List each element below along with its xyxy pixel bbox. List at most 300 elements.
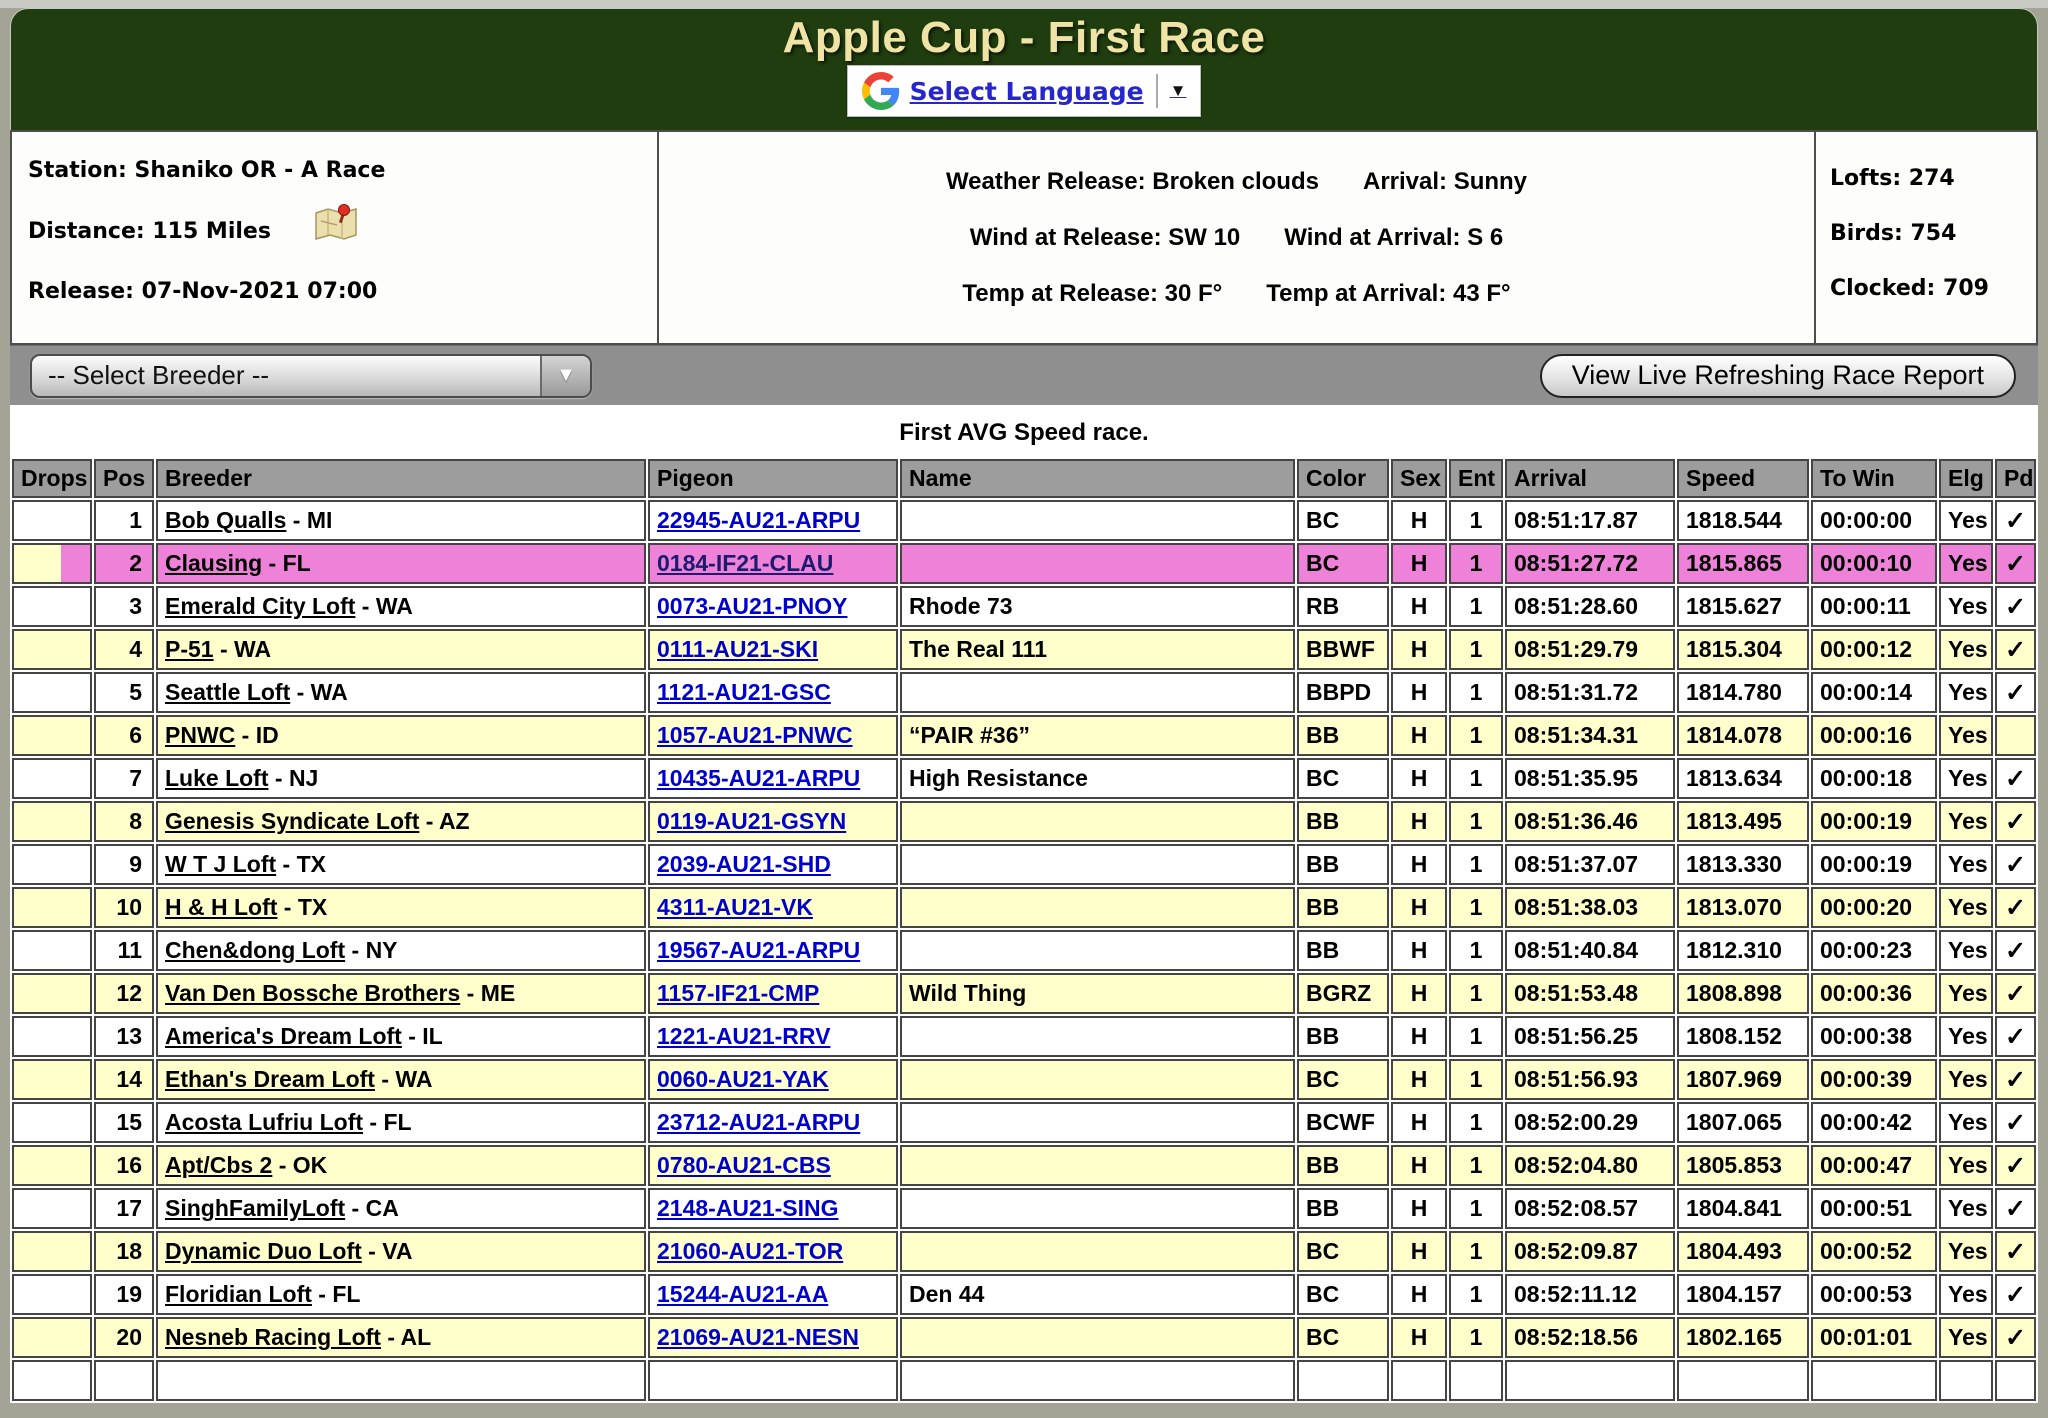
race-header [10, 8, 2038, 130]
cell-speed: 1805.853 [1677, 1145, 1809, 1186]
cell-ent: 1 [1449, 672, 1503, 713]
cell-name [900, 844, 1295, 885]
cell-pigeon [648, 500, 898, 541]
breeder-state: - WA [213, 636, 272, 662]
pigeon-link[interactable]: 0184-IF21-CLAU [657, 550, 834, 576]
cell-arrival: 08:51:36.46 [1505, 801, 1675, 842]
paid-checkmark: ✓ [1995, 586, 2036, 627]
col-header-breeder: Breeder [156, 459, 646, 498]
cell-elg: Yes [1939, 801, 1993, 842]
cell-elg: Yes [1939, 1188, 1993, 1229]
cell-towin: 00:00:47 [1811, 1145, 1937, 1186]
cell-pd [1995, 715, 2036, 756]
cell-ent: 1 [1449, 629, 1503, 670]
cell-arrival: 08:51:56.93 [1505, 1059, 1675, 1100]
temp-arrival: Temp at Arrival: 43 F° [1266, 279, 1511, 307]
cell-sex: H [1391, 801, 1447, 842]
breeder-state: - WA [290, 679, 348, 705]
breeder-link[interactable]: Genesis Syndicate Loft [165, 808, 420, 834]
cell-towin: 00:00:20 [1811, 887, 1937, 928]
clocked-stat: Clocked: 709 [1830, 276, 1989, 301]
page-title: Apple Cup - First Race [782, 13, 1266, 62]
cell-color: BB [1297, 844, 1389, 885]
cell-color: BBWF [1297, 629, 1389, 670]
cell-arrival: 08:51:31.72 [1505, 672, 1675, 713]
table-row [12, 672, 2036, 713]
cell-name [900, 1102, 1295, 1143]
cell-color: BGRZ [1297, 973, 1389, 1014]
table-row [12, 1317, 2036, 1358]
cell-ent: 1 [1449, 586, 1503, 627]
pigeon-link[interactable]: 0119-AU21-GSYN [657, 808, 847, 834]
col-header-arrival: Arrival [1505, 459, 1675, 498]
cell-drops [12, 1102, 92, 1143]
cell-towin: 00:00:14 [1811, 672, 1937, 713]
cell-breeder [156, 973, 646, 1014]
cell-ent: 1 [1449, 1231, 1503, 1272]
birds-stat: Birds: 754 [1830, 221, 1957, 246]
paid-checkmark: ✓ [1995, 1102, 2036, 1143]
breeder-state: - FL [311, 1281, 361, 1307]
cell-pos: 11 [94, 930, 154, 971]
col-header-name: Name [900, 459, 1295, 498]
cell-towin: 00:00:00 [1811, 500, 1937, 541]
cell-name [900, 543, 1295, 584]
cell-name [900, 1016, 1295, 1057]
cell-arrival [1505, 1360, 1675, 1401]
breeder-state: - FL [262, 550, 311, 576]
select-language-link[interactable]: Select Language [909, 76, 1144, 106]
cell-color: BC [1297, 1317, 1389, 1358]
cell-arrival: 08:51:40.84 [1505, 930, 1675, 971]
cell-sex: H [1391, 1102, 1447, 1143]
breeder-link[interactable]: Van Den Bossche Brothers [165, 980, 461, 1006]
station-info [12, 132, 657, 343]
pigeon-link[interactable]: 21060-AU21-TOR [657, 1238, 844, 1264]
cell-towin: 00:00:53 [1811, 1274, 1937, 1315]
cell-pos: 14 [94, 1059, 154, 1100]
breeder-link[interactable]: Emerald City Loft [165, 593, 356, 619]
pigeon-link[interactable]: 22945-AU21-ARPU [657, 507, 861, 533]
cell-arrival: 08:52:18.56 [1505, 1317, 1675, 1358]
google-logo-icon [862, 72, 900, 110]
pigeon-link[interactable]: 0073-AU21-PNOY [657, 593, 848, 619]
cell-elg: Yes [1939, 1016, 1993, 1057]
cell-elg: Yes [1939, 629, 1993, 670]
table-row [12, 1059, 2036, 1100]
cell-pigeon [648, 887, 898, 928]
cell-ent: 1 [1449, 715, 1503, 756]
cell-pigeon [648, 586, 898, 627]
results-table [10, 457, 2038, 1403]
station-line [28, 158, 657, 183]
breeder-state: - ME [460, 980, 516, 1006]
release-line [28, 279, 657, 304]
pigeon-link[interactable]: 4311-AU21-VK [657, 894, 813, 920]
weather-arrival: Arrival: Sunny [1362, 167, 1528, 195]
paid-checkmark: ✓ [1995, 844, 2036, 885]
col-header-sex: Sex [1391, 459, 1447, 498]
distance-line [28, 217, 657, 245]
table-row [12, 887, 2036, 928]
cell-name: “PAIR #36” [900, 715, 1295, 756]
wind-arrival: Wind at Arrival: S 6 [1284, 223, 1504, 251]
cell-color: BC [1297, 1059, 1389, 1100]
pigeon-link[interactable]: 15244-AU21-AA [657, 1281, 829, 1307]
translate-divider [1156, 74, 1158, 108]
paid-checkmark: ✓ [1995, 1188, 2036, 1229]
breeder-link[interactable]: Dynamic Duo Loft [165, 1238, 362, 1264]
breeder-link[interactable]: P-51 [165, 636, 214, 662]
pigeon-link[interactable]: 1121-AU21-GSC [657, 679, 831, 705]
chevron-down-icon[interactable] [540, 356, 590, 396]
cell-arrival: 08:51:17.87 [1505, 500, 1675, 541]
cell-sex: H [1391, 1059, 1447, 1100]
cell-pigeon [648, 973, 898, 1014]
page [10, 8, 2038, 1403]
col-header-elg: Elg [1939, 459, 1993, 498]
cell-pos: 18 [94, 1231, 154, 1272]
cell-drops [12, 629, 92, 670]
cell-arrival: 08:52:09.87 [1505, 1231, 1675, 1272]
paid-checkmark: ✓ [1995, 1016, 2036, 1057]
cell-color: BB [1297, 930, 1389, 971]
cell-color: BC [1297, 500, 1389, 541]
cell-color: BB [1297, 801, 1389, 842]
cell-elg: Yes [1939, 586, 1993, 627]
cell-elg [1939, 1360, 1993, 1401]
cell-name [900, 1145, 1295, 1186]
select-arrow-glyph: ▼ [556, 364, 576, 386]
cell-speed: 1804.493 [1677, 1231, 1809, 1272]
cell-sex: H [1391, 930, 1447, 971]
paid-checkmark: ✓ [1995, 973, 2036, 1014]
cell-pos: 16 [94, 1145, 154, 1186]
paid-checkmark: ✓ [1995, 1059, 2036, 1100]
lofts-stat: Lofts: 274 [1830, 166, 1955, 191]
pigeon-link[interactable]: 23712-AU21-ARPU [657, 1109, 861, 1135]
temp-line [962, 280, 1510, 308]
wind-release: Wind at Release: SW 10 [969, 223, 1241, 251]
cell-ent: 1 [1449, 1317, 1503, 1358]
cell-elg: Yes [1939, 1059, 1993, 1100]
cell-name [900, 887, 1295, 928]
cell-speed: 1812.310 [1677, 930, 1809, 971]
table-row [12, 844, 2036, 885]
cell-color: BC [1297, 1231, 1389, 1272]
cell-sex: H [1391, 1317, 1447, 1358]
pigeon-link[interactable]: 1221-AU21-RRV [657, 1023, 831, 1049]
cell-breeder [156, 1145, 646, 1186]
cell-arrival: 08:51:34.31 [1505, 715, 1675, 756]
cell-pigeon [648, 1102, 898, 1143]
cell-breeder [156, 930, 646, 971]
cell-pos: 2 [94, 543, 154, 584]
cell-color: BB [1297, 1016, 1389, 1057]
paid-checkmark: ✓ [1995, 801, 2036, 842]
table-row [12, 801, 2036, 842]
weather-info [657, 132, 1816, 343]
cell-drops [12, 1145, 92, 1186]
pigeon-link[interactable]: 2148-AU21-SING [657, 1195, 839, 1221]
cell-breeder [156, 629, 646, 670]
cell-breeder [156, 1317, 646, 1358]
temp-release: Temp at Release: 30 F° [962, 279, 1223, 307]
wind-line [970, 224, 1503, 252]
breeder-link[interactable]: PNWC [165, 722, 236, 748]
paid-checkmark: ✓ [1995, 1145, 2036, 1186]
breeder-link[interactable]: Seattle Loft [165, 679, 291, 705]
cell-pos: 5 [94, 672, 154, 713]
cell-drops [12, 1016, 92, 1057]
cell-breeder [156, 1102, 646, 1143]
breeder-link[interactable]: Acosta Lufriu Loft [165, 1109, 364, 1135]
distance-text: Distance: 115 Miles [28, 218, 271, 244]
cell-color: BB [1297, 1188, 1389, 1229]
breeder-link[interactable]: W T J Loft [165, 851, 277, 877]
cell-arrival: 08:51:28.60 [1505, 586, 1675, 627]
results-area [10, 407, 2038, 1403]
cell-breeder [156, 500, 646, 541]
cell-sex: H [1391, 586, 1447, 627]
pigeon-link[interactable]: 19567-AU21-ARPU [657, 937, 861, 963]
cell-sex: H [1391, 758, 1447, 799]
col-header-towin: To Win [1811, 459, 1937, 498]
cell-towin: 00:00:18 [1811, 758, 1937, 799]
cell-name [900, 1231, 1295, 1272]
breeder-state: - TX [277, 894, 328, 920]
translate-dropdown-arrow-icon[interactable]: ▼ [1169, 81, 1187, 100]
pigeon-link[interactable]: 0060-AU21-YAK [657, 1066, 829, 1092]
table-row [12, 1145, 2036, 1186]
pigeon-link[interactable]: 1057-AU21-PNWC [657, 722, 853, 748]
cell-sex: H [1391, 672, 1447, 713]
cell-elg: Yes [1939, 672, 1993, 713]
cell-towin: 00:00:19 [1811, 844, 1937, 885]
cell-breeder [156, 1231, 646, 1272]
cell-pos: 4 [94, 629, 154, 670]
cell-towin: 00:00:36 [1811, 973, 1937, 1014]
cell-color: BCWF [1297, 1102, 1389, 1143]
cell-ent: 1 [1449, 801, 1503, 842]
cell-pos: 10 [94, 887, 154, 928]
cell-elg: Yes [1939, 887, 1993, 928]
pigeon-link[interactable]: 0780-AU21-CBS [657, 1152, 831, 1178]
cell-drops [12, 801, 92, 842]
cell-speed: 1802.165 [1677, 1317, 1809, 1358]
breeder-link[interactable]: Apt/Cbs 2 [165, 1152, 273, 1178]
table-row [12, 1188, 2036, 1229]
breeder-link[interactable]: Clausing [165, 550, 263, 576]
cell-towin: 00:01:01 [1811, 1317, 1937, 1358]
cell-name: Wild Thing [900, 973, 1295, 1014]
cell-ent: 1 [1449, 1188, 1503, 1229]
cell-color: BB [1297, 1145, 1389, 1186]
cell-pos: 7 [94, 758, 154, 799]
cell-sex: H [1391, 887, 1447, 928]
cell-elg: Yes [1939, 1145, 1993, 1186]
cell-elg: Yes [1939, 844, 1993, 885]
breeder-link[interactable]: SinghFamilyLoft [165, 1195, 346, 1221]
cell-name: High Resistance [900, 758, 1295, 799]
cell-speed: 1807.065 [1677, 1102, 1809, 1143]
breeder-state: - FL [363, 1109, 412, 1135]
cell-arrival: 08:51:35.95 [1505, 758, 1675, 799]
cell-breeder [156, 1360, 646, 1401]
cell-breeder [156, 887, 646, 928]
breeder-link[interactable]: Bob Qualls [165, 507, 287, 533]
cell-sex: H [1391, 1231, 1447, 1272]
cell-sex: H [1391, 1274, 1447, 1315]
breeder-link[interactable]: America's Dream Loft [165, 1023, 402, 1049]
cell-towin: 00:00:10 [1811, 543, 1937, 584]
breeder-link[interactable]: Chen&dong Loft [165, 937, 346, 963]
cell-drops [12, 973, 92, 1014]
col-header-speed: Speed [1677, 459, 1809, 498]
cell-ent: 1 [1449, 1102, 1503, 1143]
cell-speed: 1813.330 [1677, 844, 1809, 885]
cell-speed: 1808.152 [1677, 1016, 1809, 1057]
cell-sex: H [1391, 500, 1447, 541]
breeder-link[interactable]: Luke Loft [165, 765, 269, 791]
breeder-state: - OK [272, 1152, 328, 1178]
paid-checkmark: ✓ [1995, 1231, 2036, 1272]
cell-breeder [156, 672, 646, 713]
cell-pigeon [648, 1274, 898, 1315]
cell-pos: 1 [94, 500, 154, 541]
col-header-drops: Drops [12, 459, 92, 498]
cell-pigeon [648, 1145, 898, 1186]
cell-name [900, 672, 1295, 713]
breeder-state: - ID [235, 722, 279, 748]
col-header-ent: Ent [1449, 459, 1503, 498]
cell-pd [1995, 1360, 2036, 1401]
breeder-select-value: -- Select Breeder -- [48, 360, 270, 390]
col-header-pigeon: Pigeon [648, 459, 898, 498]
cell-drops [12, 1274, 92, 1315]
cell-pos: 6 [94, 715, 154, 756]
cell-sex: H [1391, 1016, 1447, 1057]
cell-pos: 13 [94, 1016, 154, 1057]
cell-elg: Yes [1939, 1317, 1993, 1358]
cell-pigeon [648, 672, 898, 713]
cell-drops [12, 1231, 92, 1272]
cell-drops [12, 715, 92, 756]
cell-towin: 00:00:16 [1811, 715, 1937, 756]
cell-sex: H [1391, 1188, 1447, 1229]
cell-speed [1677, 1360, 1809, 1401]
breeder-state: - WA [355, 593, 413, 619]
breeder-state: - AZ [419, 808, 470, 834]
breeder-state: - VA [361, 1238, 413, 1264]
cell-speed: 1815.865 [1677, 543, 1809, 584]
breeder-link[interactable]: Ethan's Dream Loft [165, 1066, 375, 1092]
cell-sex: H [1391, 629, 1447, 670]
cell-ent: 1 [1449, 758, 1503, 799]
cell-towin: 00:00:11 [1811, 586, 1937, 627]
cell-color: RB [1297, 586, 1389, 627]
race-stats [1816, 132, 2036, 343]
pigeon-link[interactable]: 0111-AU21-SKI [657, 636, 819, 662]
pigeon-link[interactable]: 10435-AU21-ARPU [657, 765, 861, 791]
pigeon-link[interactable]: 2039-AU21-SHD [657, 851, 831, 877]
cell-towin: 00:00:38 [1811, 1016, 1937, 1057]
paid-checkmark: ✓ [1995, 1317, 2036, 1358]
cell-speed: 1804.157 [1677, 1274, 1809, 1315]
cell-pigeon [648, 1188, 898, 1229]
cell-name: The Real 111 [900, 629, 1295, 670]
view-live-report-button[interactable]: View Live Refreshing Race Report [1540, 354, 2016, 398]
cell-sex: H [1391, 543, 1447, 584]
cell-pigeon [648, 801, 898, 842]
breeder-state: - NJ [268, 765, 319, 791]
cell-name: Den 44 [900, 1274, 1295, 1315]
breeder-link[interactable]: Floridian Loft [165, 1281, 312, 1307]
breeder-link[interactable]: H & H Loft [165, 894, 278, 920]
cell-ent: 1 [1449, 887, 1503, 928]
cell-pigeon [648, 1360, 898, 1401]
table-row [12, 973, 2036, 1014]
cell-ent: 1 [1449, 500, 1503, 541]
table-row [12, 1231, 2036, 1272]
paid-checkmark: ✓ [1995, 930, 2036, 971]
cell-ent: 1 [1449, 1016, 1503, 1057]
cell-drops [12, 887, 92, 928]
col-header-color: Color [1297, 459, 1389, 498]
cell-speed: 1813.634 [1677, 758, 1809, 799]
cell-pigeon [648, 1059, 898, 1100]
cell-elg: Yes [1939, 715, 1993, 756]
breeder-state: - AL [380, 1324, 432, 1350]
cell-color: BB [1297, 715, 1389, 756]
cell-breeder [156, 801, 646, 842]
breeder-select[interactable] [30, 354, 592, 398]
cell-breeder [156, 1274, 646, 1315]
cell-breeder [156, 1188, 646, 1229]
paid-checkmark: ✓ [1995, 543, 2036, 584]
cell-name: Rhode 73 [900, 586, 1295, 627]
pigeon-link[interactable]: 21069-AU21-NESN [657, 1324, 859, 1350]
cell-towin [1811, 1360, 1937, 1401]
map-icon[interactable] [313, 203, 359, 245]
cell-color [1297, 1360, 1389, 1401]
google-translate-widget[interactable] [847, 65, 1202, 117]
cell-sex [1391, 1360, 1447, 1401]
cell-speed: 1808.898 [1677, 973, 1809, 1014]
cell-drops [12, 1188, 92, 1229]
table-row [12, 543, 2036, 584]
cell-drops [12, 844, 92, 885]
cell-pos [94, 1360, 154, 1401]
toolbar [10, 345, 2038, 407]
cell-pos: 19 [94, 1274, 154, 1315]
breeder-state: - CA [345, 1195, 399, 1221]
pigeon-link[interactable]: 1157-IF21-CMP [657, 980, 820, 1006]
breeder-link[interactable]: Nesneb Racing Loft [165, 1324, 381, 1350]
cell-breeder [156, 543, 646, 584]
table-row [12, 500, 2036, 541]
cell-arrival: 08:51:53.48 [1505, 973, 1675, 1014]
breeder-state: - NY [345, 937, 398, 963]
cell-color: BC [1297, 758, 1389, 799]
cell-towin: 00:00:52 [1811, 1231, 1937, 1272]
cell-pos: 15 [94, 1102, 154, 1143]
cell-breeder [156, 586, 646, 627]
cell-pos: 20 [94, 1317, 154, 1358]
cell-pigeon [648, 543, 898, 584]
paid-checkmark: ✓ [1995, 500, 2036, 541]
cell-speed: 1807.969 [1677, 1059, 1809, 1100]
